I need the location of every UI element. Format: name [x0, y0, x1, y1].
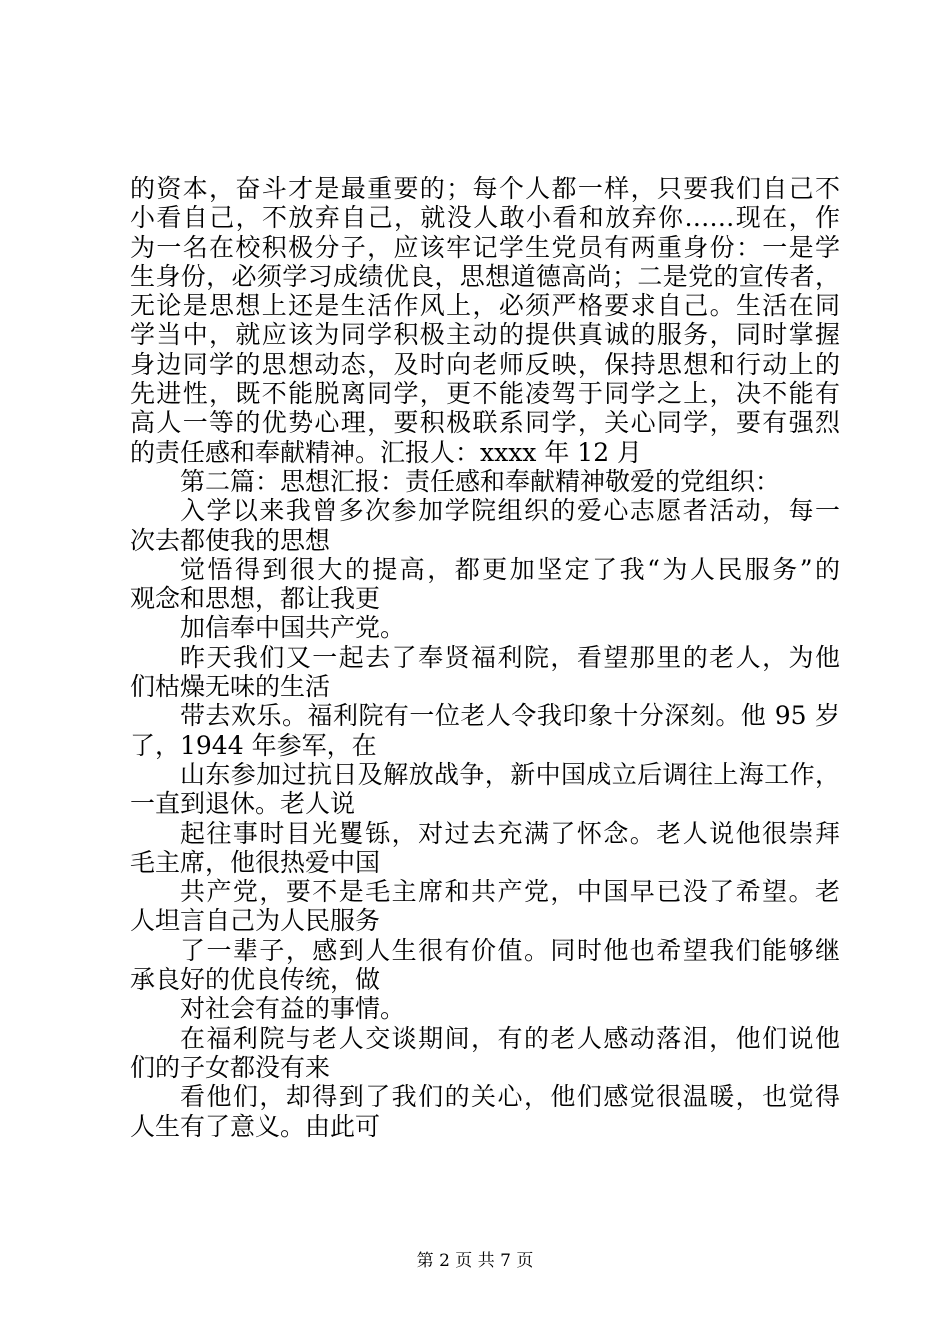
text-line: 高人一等的优势心理，要积极联系同学，关心同学，要有强烈 — [130, 408, 840, 438]
text-line: 一直到退休。老人说 — [130, 789, 356, 819]
text-line: 小看自己，不放弃自己，就没人敢小看和放弃你……现在，作 — [130, 203, 840, 233]
page-footer — [0, 1246, 950, 1271]
text-line: 人坦言自己为人民服务 — [130, 906, 381, 936]
text-line: 生身份，必须学习成绩优良，思想道德高尚；二是党的宣传者， — [130, 261, 840, 291]
text-line: 在福利院与老人交谈期间，有的老人感动落泪，他们说他 — [180, 1023, 840, 1053]
text-line: 为一名在校积极分子，应该牢记学生党员有两重身份：一是学 — [130, 232, 840, 262]
text-line: 观念和思想，都让我更 — [130, 584, 381, 614]
text-line: 们的子女都没有来 — [130, 1052, 331, 1082]
text-line: 加信奉中国共产党。 — [180, 613, 406, 643]
text-line: 学当中，就应该为同学积极主动的提供真诚的服务，同时掌握 — [130, 320, 840, 350]
text-line: 共产党，要不是毛主席和共产党，中国早已没了希望。老 — [180, 877, 840, 907]
text-line: 看他们，却得到了我们的关心，他们感觉很温暖，也觉得 — [180, 1082, 840, 1112]
text-line: 的责任感和奉献精神。汇报人：xxxx 年 12 月 — [130, 437, 643, 467]
text-line: 毛主席，他很热爱中国 — [130, 847, 381, 877]
text-line: 入学以来我曾多次参加学院组织的爱心志愿者活动，每一 — [180, 496, 840, 526]
section-heading: 第二篇：思想汇报：责任感和奉献精神敬爱的党组织： — [180, 466, 781, 496]
body-text — [130, 174, 840, 1141]
text-line: 了，1944 年参军，在 — [130, 730, 377, 760]
text-line: 的资本，奋斗才是最重要的；每个人都一样，只要我们自己不 — [130, 174, 840, 203]
text-line: 带去欢乐。福利院有一位老人令我印象十分深刻。他 95 岁 — [180, 701, 840, 731]
text-line: 觉悟得到很大的提高，都更加坚定了我“为人民服务”的 — [180, 554, 840, 584]
page-indicator: 第 2 页 共 7 页 — [416, 1251, 534, 1271]
text-line: 对社会有益的事情。 — [180, 994, 406, 1024]
text-line: 次去都使我的思想 — [130, 525, 331, 555]
text-line: 人生有了意义。由此可 — [130, 1111, 381, 1141]
text-line: 无论是思想上还是生活作风上，必须严格要求自己。生活在同 — [130, 291, 840, 321]
text-line: 先进性，既不能脱离同学，更不能凌驾于同学之上，决不能有 — [130, 379, 840, 409]
text-line: 身边同学的思想动态，及时向老师反映，保持思想和行动上的 — [130, 349, 840, 379]
text-line: 昨天我们又一起去了奉贤福利院，看望那里的老人，为他 — [180, 642, 840, 672]
text-line: 承良好的优良传统，做 — [130, 965, 381, 995]
text-line: 山东参加过抗日及解放战争，新中国成立后调往上海工作， — [180, 759, 840, 789]
text-line: 们枯燥无味的生活 — [130, 672, 331, 702]
text-line: 了一辈子，感到人生很有价值。同时他也希望我们能够继 — [180, 935, 840, 965]
text-line: 起往事时目光矍铄，对过去充满了怀念。老人说他很崇拜 — [180, 818, 840, 848]
